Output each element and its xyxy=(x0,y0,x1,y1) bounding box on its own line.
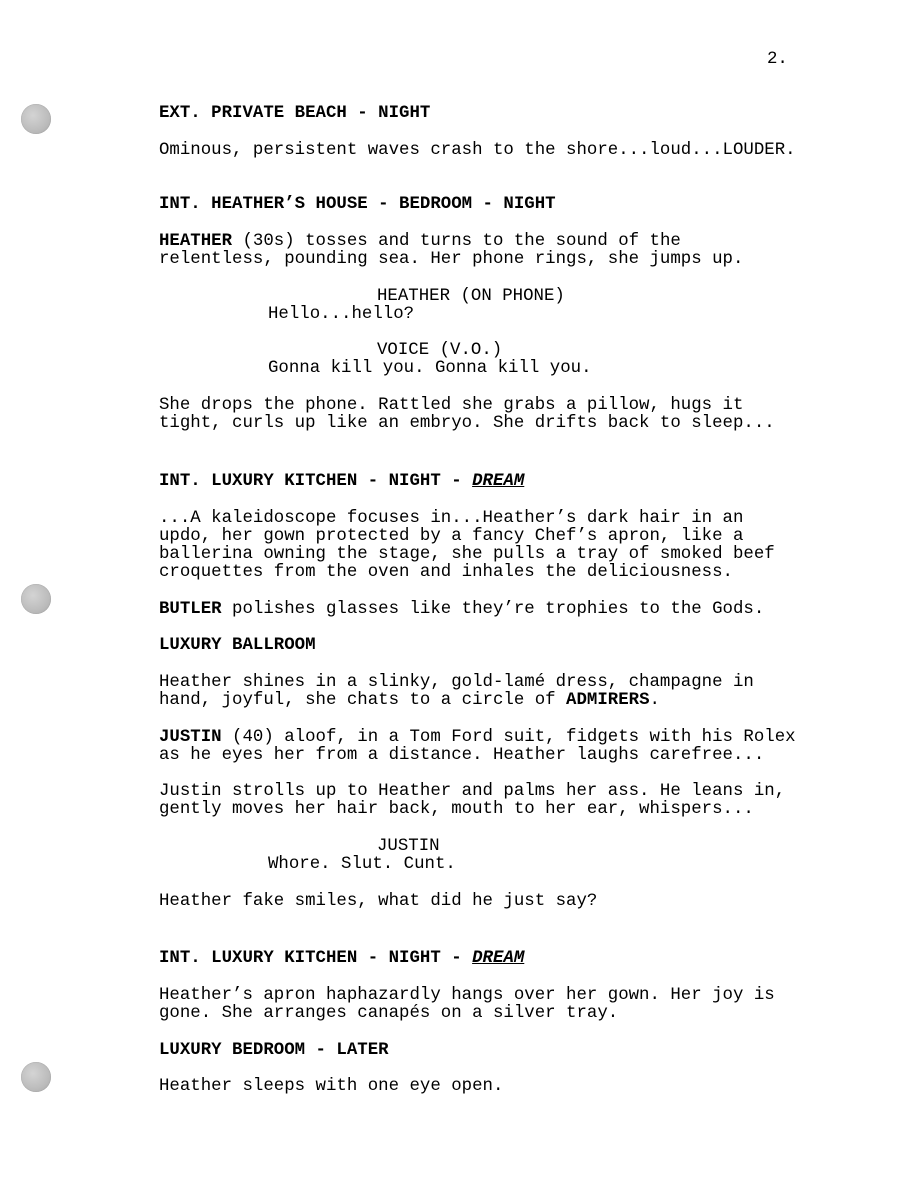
dream-tag: DREAM xyxy=(472,949,525,968)
character-name: BUTLER xyxy=(159,600,222,619)
action-line: relentless, pounding sea. Her phone rings, she jumps up. xyxy=(159,250,744,269)
binder-hole-icon xyxy=(21,584,51,614)
action-line: Heather shines in a slinky, gold-lamé dress, champagne in xyxy=(159,673,754,692)
dream-tag: DREAM xyxy=(472,472,525,491)
character-name: HEATHER xyxy=(159,232,233,251)
dialogue-line: Whore. Slut. Cunt. xyxy=(268,855,456,874)
dialogue-character: VOICE (V.O.) xyxy=(377,341,503,360)
scene-heading xyxy=(159,950,524,968)
binder-hole-icon xyxy=(21,104,51,134)
action-text: (40) aloof, in a Tom Ford suit, fidgets with his Rolex xyxy=(221,728,796,747)
dialogue-line: Gonna kill you. Gonna kill you. xyxy=(268,359,592,378)
dialogue-character: JUSTIN xyxy=(377,837,440,856)
dialogue-line: Hello...hello? xyxy=(268,305,415,324)
page-number: 2. xyxy=(767,50,788,69)
scene-heading xyxy=(159,473,524,491)
action-line: tight, curls up like an embryo. She drifts back to sleep... xyxy=(159,414,775,433)
action-line: She drops the phone. Rattled she grabs a pillow, hugs it xyxy=(159,396,744,415)
action-text: (30s) tosses and turns to the sound of the xyxy=(232,232,681,251)
action-line xyxy=(159,233,681,251)
action-line: gently moves her hair back, mouth to her ear, whispers... xyxy=(159,800,754,819)
binder-hole-icon xyxy=(21,1062,51,1092)
sub-heading: LUXURY BEDROOM - LATER xyxy=(159,1041,389,1060)
action-line: Heather sleeps with one eye open. xyxy=(159,1077,504,1096)
action-line xyxy=(159,729,796,747)
action-text: polishes glasses like they’re trophies to the Gods. xyxy=(221,600,765,619)
action-line: Heather’s apron haphazardly hangs over her gown. Her joy is xyxy=(159,986,775,1005)
character-name: ADMIRERS xyxy=(566,691,650,710)
action-line: Ominous, persistent waves crash to the shore...loud...LOUDER. xyxy=(159,141,796,160)
action-line: updo, her gown protected by a fancy Chef’s apron, like a xyxy=(159,527,744,546)
character-name: JUSTIN xyxy=(159,728,222,747)
scene-heading-text: INT. LUXURY KITCHEN - NIGHT - xyxy=(159,949,473,968)
action-line: as he eyes her from a distance. Heather laughs carefree... xyxy=(159,746,765,765)
action-line: Justin strolls up to Heather and palms her ass. He leans in, xyxy=(159,782,786,801)
action-text: . xyxy=(649,691,660,710)
action-line xyxy=(159,601,764,619)
action-line xyxy=(159,692,660,710)
scene-heading-text: INT. LUXURY KITCHEN - NIGHT - xyxy=(159,472,473,491)
action-line: Heather fake smiles, what did he just say? xyxy=(159,892,598,911)
sub-heading: LUXURY BALLROOM xyxy=(159,636,316,655)
scene-heading: EXT. PRIVATE BEACH - NIGHT xyxy=(159,104,431,123)
dialogue-character: HEATHER (ON PHONE) xyxy=(377,287,565,306)
action-line: ballerina owning the stage, she pulls a tray of smoked beef xyxy=(159,545,775,564)
action-line: croquettes from the oven and inhales the deliciousness. xyxy=(159,563,733,582)
action-text: hand, joyful, she chats to a circle of xyxy=(159,691,567,710)
action-line: ...A kaleidoscope focuses in...Heather’s dark hair in an xyxy=(159,509,744,528)
action-line: gone. She arranges canapés on a silver tray. xyxy=(159,1004,619,1023)
scene-heading: INT. HEATHER’S HOUSE - BEDROOM - NIGHT xyxy=(159,195,556,214)
